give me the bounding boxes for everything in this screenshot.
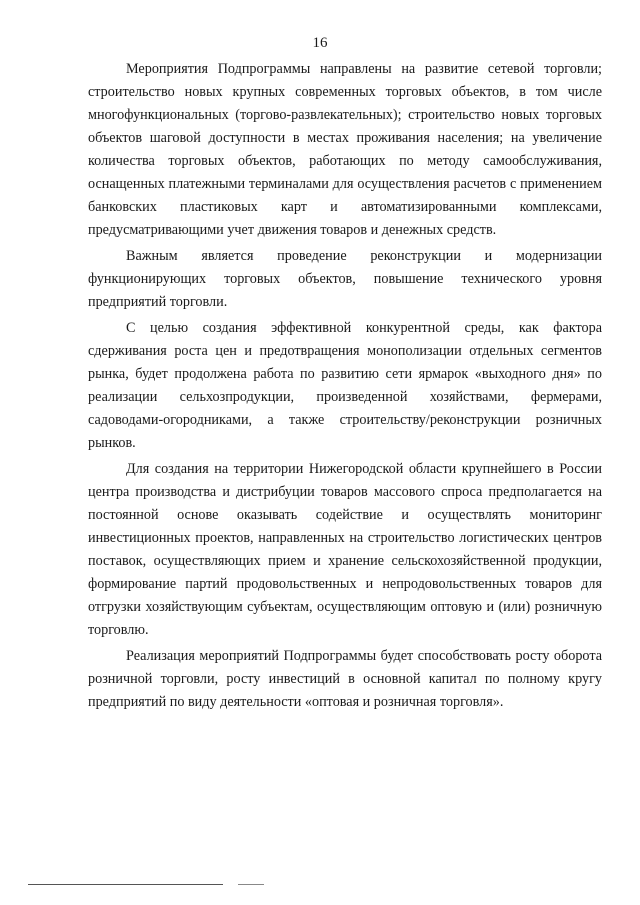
paragraph-1: Мероприятия Подпрограммы направлены на развитие сетевой торговли; строительство новых крупных современных торговых объектов, в том числе многофункциональных (торгово-развлекательных); строительство новых торговых объектов шаговой доступности в местах проживания населения; на увеличение количества торговых объектов, работающих по методу самообслуживания, оснащенных платежными терминалами для осуществления расчетов с применением банковских пластиковых карт и автоматизированными комплексами, предусматривающими учет движения товаров и денежных средств. — [88, 61, 602, 238]
paragraph-5: Реализация мероприятий Подпрограммы будет способствовать росту оборота розничной торговли, росту инвестиций в основной капитал по полному кругу предприятий по виду деятельности «оптовая и розничная торговля». — [88, 648, 602, 710]
document-body — [88, 58, 602, 714]
paragraph-4: Для создания на территории Нижегородской области крупнейшего в России центра производства и дистрибуции товаров массового спроса предполагается на постоянной основе оказывать содействие и осуществлять мониторинг инвестиционных проектов, направленных на строительство логистических центров поставок, осуществляющих прием и хранение сельскохозяйственной продукции, формирование партий продовольственных и непродовольственных товаров для отгрузки хозяйствующим субъектам, осуществляющим оптовую и (или) розничную торговлю. — [88, 461, 602, 638]
footer-divider — [28, 884, 223, 885]
footer-divider-short — [238, 884, 264, 885]
page-number: 16 — [312, 35, 328, 51]
paragraph-2: Важным является проведение реконструкции и модернизации функционирующих торговых объектов, повышение технического уровня предприятий торговли. — [88, 248, 602, 310]
paragraph-3: С целью создания эффективной конкурентной среды, как фактора сдерживания роста цен и предотвращения монополизации отдельных сегментов рынка, будет продолжена работа по развитию сети ярмарок «выходного дня» по реализации сельхозпродукции, произведенной хозяйствами, фермерами, садоводами-огородниками, а также строительству/реконструкции розничных рынков. — [88, 320, 602, 451]
